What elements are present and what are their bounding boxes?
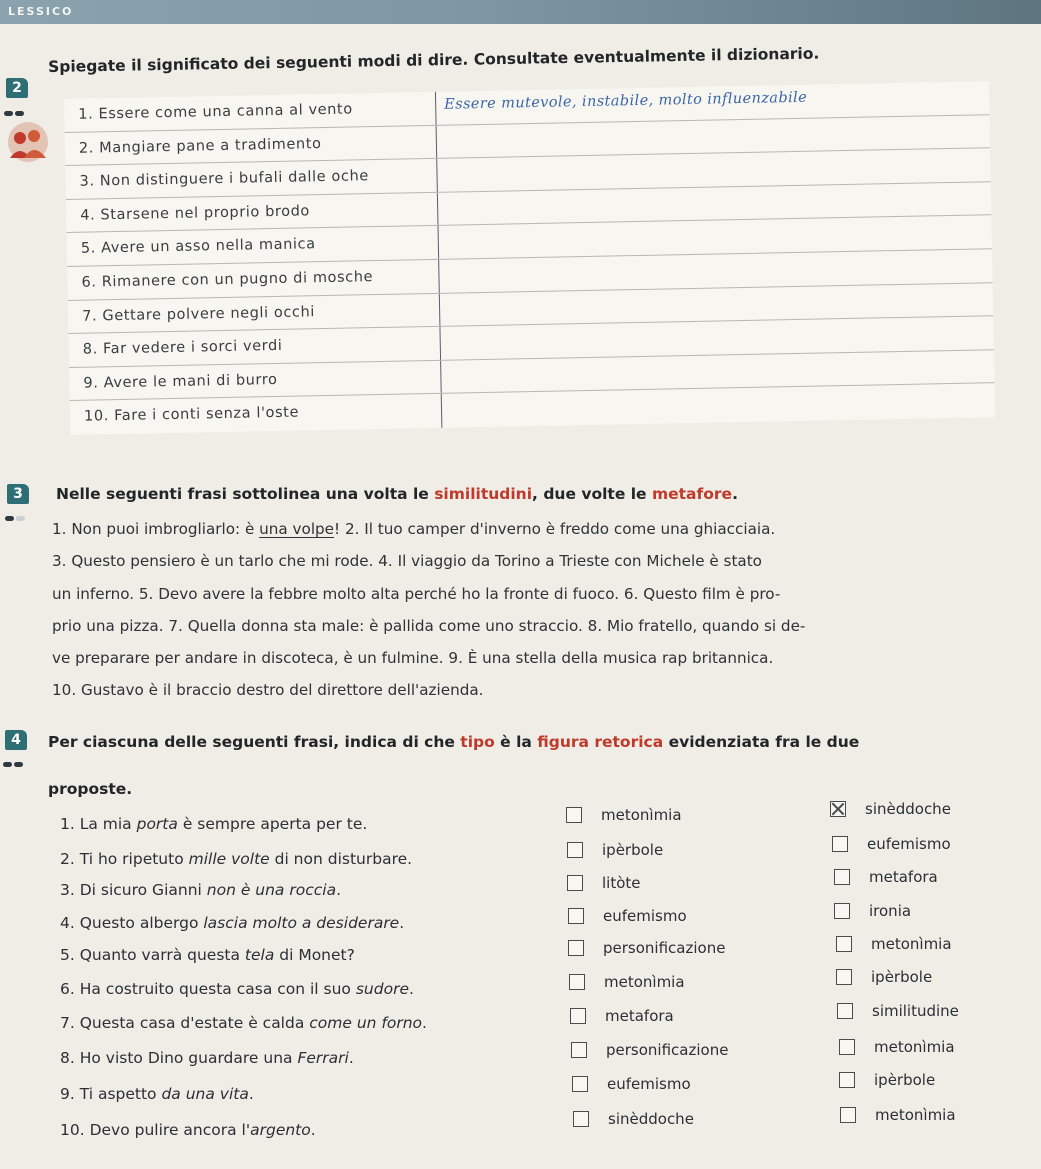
sentence-text: 9. Ti aspetto: [60, 1085, 162, 1103]
option-8a[interactable]: [571, 1041, 728, 1059]
option-label: eufemismo: [603, 907, 687, 925]
exercise-3-paragraph: [52, 513, 1027, 707]
paragraph-line: 10. Gustavo è il braccio destro del direttore dell'azienda.: [52, 681, 484, 700]
option-6a[interactable]: [569, 973, 685, 991]
idiom-answer-field[interactable]: Essere mutevole, instabile, molto influenzabile: [444, 89, 808, 113]
checkbox[interactable]: [834, 869, 850, 885]
checkbox[interactable]: [832, 836, 848, 852]
instruction-text: .: [732, 485, 738, 503]
idioms-table: [64, 81, 995, 435]
checkbox[interactable]: [837, 1003, 853, 1019]
option-6b[interactable]: [836, 968, 932, 986]
highlighted-figure: lascia molto a desiderare: [203, 914, 400, 932]
paragraph-line: ve preparare per andare in discoteca, è un fulmine. 9. È una stella della musica rap britannica.: [52, 649, 774, 668]
sentence-5: [60, 946, 355, 964]
paragraph-line: 3. Questo pensiero è un tarlo che mi rode. 4. Il viaggio da Torino a Trieste con Michele è stato: [52, 552, 762, 571]
underlined-answer: una volpe: [259, 520, 335, 538]
highlighted-figure: argento: [250, 1121, 311, 1139]
idiom-phrase: 7. Gettare polvere negli occhi: [68, 293, 441, 333]
option-label: similitudine: [872, 1002, 959, 1020]
sentence-10: [60, 1121, 316, 1139]
highlighted-figure: porta: [136, 815, 178, 833]
idiom-phrase: 5. Avere un asso nella manica: [67, 226, 440, 266]
sentence-text: 5. Quanto varrà questa: [60, 946, 245, 964]
highlighted-figure: mille volte: [188, 850, 270, 868]
checkbox[interactable]: [570, 1008, 586, 1024]
option-5b[interactable]: [836, 935, 952, 953]
highlighted-figure: come un forno: [309, 1014, 423, 1032]
option-label: ipèrbole: [871, 968, 933, 986]
option-7a[interactable]: [570, 1007, 674, 1025]
section-header-band: [0, 0, 1041, 24]
exercise-4-badge: 4: [5, 730, 27, 750]
sentence-text: di Monet?: [274, 946, 355, 964]
option-label: ipèrbole: [874, 1071, 936, 1089]
option-2b[interactable]: [832, 835, 951, 853]
idiom-phrase: 8. Far vedere i sorci verdi: [69, 327, 442, 367]
paragraph-line: un inferno. 5. Devo avere la febbre molto alta perché ho la fronte di fuoco. 6. Questo film è pro-: [52, 584, 781, 603]
sentence-text: 1. Non puoi imbrogliarlo: è: [52, 520, 260, 538]
checkbox[interactable]: [839, 1039, 855, 1055]
sentence-6: [60, 980, 414, 998]
idiom-phrase: 2. Mangiare pane a tradimento: [65, 125, 438, 165]
option-label: personificazione: [606, 1041, 729, 1059]
option-label: sinèddoche: [865, 800, 951, 818]
instruction-text: evidenziata fra le due: [663, 733, 860, 751]
option-label: eufemismo: [607, 1075, 691, 1093]
option-label: metonìmia: [601, 806, 682, 824]
highlighted-figure: tela: [244, 946, 275, 964]
option-label: sinèddoche: [608, 1110, 694, 1128]
checkbox[interactable]: [839, 1072, 855, 1088]
sentence-text: 1. La mia: [60, 815, 137, 833]
sentence-3: [60, 881, 341, 899]
difficulty-dots-2: [4, 101, 26, 107]
highlighted-figure: sudore: [355, 980, 409, 998]
option-3b[interactable]: [834, 868, 938, 886]
checkbox[interactable]: [571, 1042, 587, 1058]
option-10b[interactable]: [840, 1106, 956, 1124]
sentence-text: 6. Ha costruito questa casa con il suo: [60, 980, 356, 998]
instruction-highlight: tipo: [460, 733, 495, 751]
idiom-phrase: 6. Rimanere con un pugno di mosche: [67, 260, 440, 300]
instruction-highlight: similitudini: [434, 485, 533, 503]
sentence-8: [60, 1049, 354, 1067]
sentence-text: ! 2. Il tuo camper d'inverno è freddo come una ghiacciaia.: [334, 520, 776, 538]
instruction-text: è la: [494, 733, 538, 751]
sentence-7: [60, 1014, 427, 1032]
sentence-text: è sempre aperta per te.: [177, 815, 368, 833]
difficulty-dots-4: [3, 752, 25, 758]
sentence-text: .: [248, 1085, 254, 1103]
instruction-text: Nelle seguenti frasi sottolinea una volta le: [56, 485, 435, 503]
option-5a[interactable]: [568, 939, 725, 957]
idiom-phrase: 1. Essere come una canna al vento: [64, 92, 437, 132]
option-label: litòte: [602, 874, 641, 892]
sentence-text: 2. Ti ho ripetuto: [60, 850, 189, 868]
checkbox[interactable]: [836, 969, 852, 985]
sentence-text: .: [310, 1121, 316, 1139]
sentence-text: .: [399, 914, 405, 932]
checkbox[interactable]: [836, 936, 852, 952]
option-4a[interactable]: [568, 907, 687, 925]
option-label: metonìmia: [871, 935, 952, 953]
option-label: metafora: [605, 1007, 674, 1025]
option-label: metonìmia: [604, 973, 685, 991]
option-1b[interactable]: [830, 800, 951, 818]
checkbox[interactable]: [569, 974, 585, 990]
instruction-highlight: figura retorica: [537, 733, 664, 751]
highlighted-figure: non è una roccia: [206, 881, 337, 899]
option-label: ironia: [869, 902, 912, 920]
instruction-text: , due volte le: [532, 485, 652, 503]
exercise-4-instruction: [48, 733, 859, 751]
exercise-2-instruction: Spiegate il significato dei seguenti modi di dire. Consultate eventualmente il dizionario.: [48, 44, 820, 76]
option-label: metonìmia: [875, 1106, 956, 1124]
option-9a[interactable]: [572, 1075, 691, 1093]
option-9b[interactable]: [839, 1071, 935, 1089]
checkbox[interactable]: [572, 1076, 588, 1092]
idiom-phrase: 10. Fare i conti senza l'oste: [70, 394, 443, 435]
sentence-text: 8. Ho visto Dino guardare una: [60, 1049, 298, 1067]
checkbox[interactable]: [567, 875, 583, 891]
option-1a[interactable]: [566, 806, 682, 824]
sentence-text: 3. Di sicuro Gianni: [60, 881, 207, 899]
checkbox[interactable]: [568, 940, 584, 956]
instruction-highlight: metafore: [651, 485, 733, 503]
checkbox[interactable]: [567, 842, 583, 858]
sentence-4: [60, 914, 404, 932]
highlighted-figure: da una vita: [161, 1085, 249, 1103]
sentence-text: .: [409, 980, 414, 998]
sentence-text: di non disturbare.: [269, 850, 413, 868]
sentence-text: .: [422, 1014, 427, 1032]
sentence-2: [60, 850, 412, 868]
sentence-text: 7. Questa casa d'estate è calda: [60, 1014, 310, 1032]
option-label: metafora: [869, 868, 938, 886]
option-10a[interactable]: [573, 1110, 694, 1128]
sentence-text: .: [336, 881, 342, 899]
exercise-4-instruction-line2: proposte.: [48, 780, 133, 798]
option-label: ipèrbole: [602, 841, 664, 859]
section-label: LESSICO: [8, 5, 74, 18]
checkbox[interactable]: [573, 1111, 589, 1127]
option-7b[interactable]: [837, 1002, 959, 1020]
exercise-3-instruction: [56, 485, 738, 503]
checkbox[interactable]: [566, 807, 582, 823]
sentence-text: 10. Devo pulire ancora l': [60, 1121, 251, 1139]
idiom-phrase: 9. Avere le mani di burro: [69, 361, 442, 401]
checkbox[interactable]: [834, 903, 850, 919]
option-2a[interactable]: [567, 841, 663, 859]
idiom-phrase: 3. Non distinguere i bufali dalle oche: [65, 159, 438, 199]
checkbox-checked[interactable]: [830, 801, 846, 817]
difficulty-dots-3: [5, 506, 27, 512]
group-work-icon: [4, 118, 52, 166]
option-label: metonìmia: [874, 1038, 955, 1056]
paragraph-line: [52, 513, 1027, 545]
sentence-text: 4. Questo albergo: [60, 914, 204, 932]
option-label: eufemismo: [867, 835, 951, 853]
checkbox[interactable]: [568, 908, 584, 924]
instruction-text: Per ciascuna delle seguenti frasi, indica di che: [48, 733, 461, 751]
sentence-text: .: [348, 1049, 354, 1067]
paragraph-line: prio una pizza. 7. Quella donna sta male: è pallida come uno straccio. 8. Mio fratello, quando si de-: [52, 616, 806, 635]
checkbox[interactable]: [840, 1107, 856, 1123]
option-4b[interactable]: [834, 902, 911, 920]
exercise-2-badge: 2: [6, 78, 28, 98]
option-label: personificazione: [603, 939, 726, 957]
option-3a[interactable]: [567, 874, 641, 892]
option-8b[interactable]: [839, 1038, 955, 1056]
exercise-3-badge: 3: [7, 484, 29, 504]
idiom-phrase: 4. Starsene nel proprio brodo: [66, 193, 439, 233]
sentence-1: [60, 815, 367, 833]
highlighted-figure: Ferrari: [297, 1049, 349, 1067]
sentence-9: [60, 1085, 254, 1103]
